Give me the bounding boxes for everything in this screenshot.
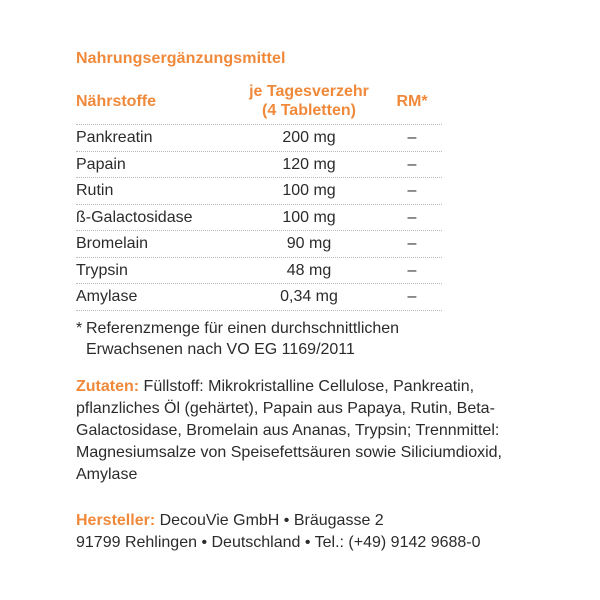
header-daily-amount-line1: je Tagesverzehr	[249, 83, 369, 100]
table-row	[76, 284, 442, 311]
header-daily-amount	[238, 82, 380, 120]
manufacturer-line1-wrap	[76, 510, 556, 532]
nutrient-name: Papain	[76, 155, 126, 173]
nutrient-rm: –	[407, 182, 417, 199]
nutrient-name: ß-Galactosidase	[76, 208, 193, 226]
header-daily-amount-line2: (4 Tabletten)	[262, 102, 356, 119]
table-row	[76, 178, 442, 205]
table-row	[76, 152, 442, 179]
nutrient-amount: 100 mg	[282, 182, 336, 199]
footnote	[76, 318, 399, 360]
nutrient-amount: 120 mg	[282, 155, 336, 173]
nutrient-rm: –	[407, 129, 417, 146]
ingredients-text: Füllstoff: Mikrokristalline Cellulose, Pankreatin, pflanzliches Öl (gehärtet), Papain aus Papaya, Rutin, Beta-Galactosidase, Bromelain aus Ananas, Trypsin; Trennmittel: Magnesiumsalze von Speisefettsäuren sowie Siliciumdioxid, Amylase	[76, 378, 502, 483]
nutrient-rm: –	[407, 288, 417, 305]
manufacturer-label: Hersteller:	[76, 512, 156, 529]
header-rm: RM*	[396, 93, 428, 110]
ingredients-label: Zutaten:	[76, 378, 140, 395]
manufacturer-line1: DecouVie GmbH • Bräugasse 2	[155, 512, 384, 529]
nutrient-name: Amylase	[76, 288, 138, 305]
header-nutrients: Nährstoffe	[76, 93, 157, 110]
nutrient-amount: 0,34 mg	[280, 288, 338, 305]
footnote-line1: Referenzmenge für einen durchschnittlichen	[86, 320, 400, 337]
nutrient-rm: –	[407, 208, 417, 226]
nutrient-name: Pankreatin	[76, 129, 153, 146]
nutrient-rm: –	[407, 261, 417, 279]
table-header	[76, 82, 442, 124]
table-body	[76, 124, 442, 311]
nutrient-amount: 200 mg	[282, 129, 336, 146]
nutrient-rm: –	[407, 235, 417, 252]
footnote-marker: *	[76, 320, 83, 337]
nutrient-amount: 100 mg	[282, 208, 336, 226]
nutrition-table	[76, 82, 442, 311]
nutrient-amount: 48 mg	[286, 261, 332, 279]
nutrient-name: Trypsin	[76, 261, 128, 279]
section-heading: Nahrungsergänzungsmittel	[76, 50, 286, 67]
table-row	[76, 258, 442, 285]
manufacturer-line2: 91799 Rehlingen • Deutschland • Tel.: (+49) 9142 9688-0	[76, 534, 481, 551]
nutrient-name: Bromelain	[76, 235, 149, 252]
table-row	[76, 231, 442, 258]
manufacturer-paragraph	[76, 510, 556, 554]
nutrient-name: Rutin	[76, 182, 114, 199]
table-row	[76, 124, 442, 152]
ingredients-paragraph	[76, 376, 556, 486]
nutrient-amount: 90 mg	[286, 235, 332, 252]
nutrient-rm: –	[407, 155, 417, 173]
table-row	[76, 205, 442, 232]
footnote-line2: Erwachsenen nach VO EG 1169/2011	[86, 341, 355, 358]
